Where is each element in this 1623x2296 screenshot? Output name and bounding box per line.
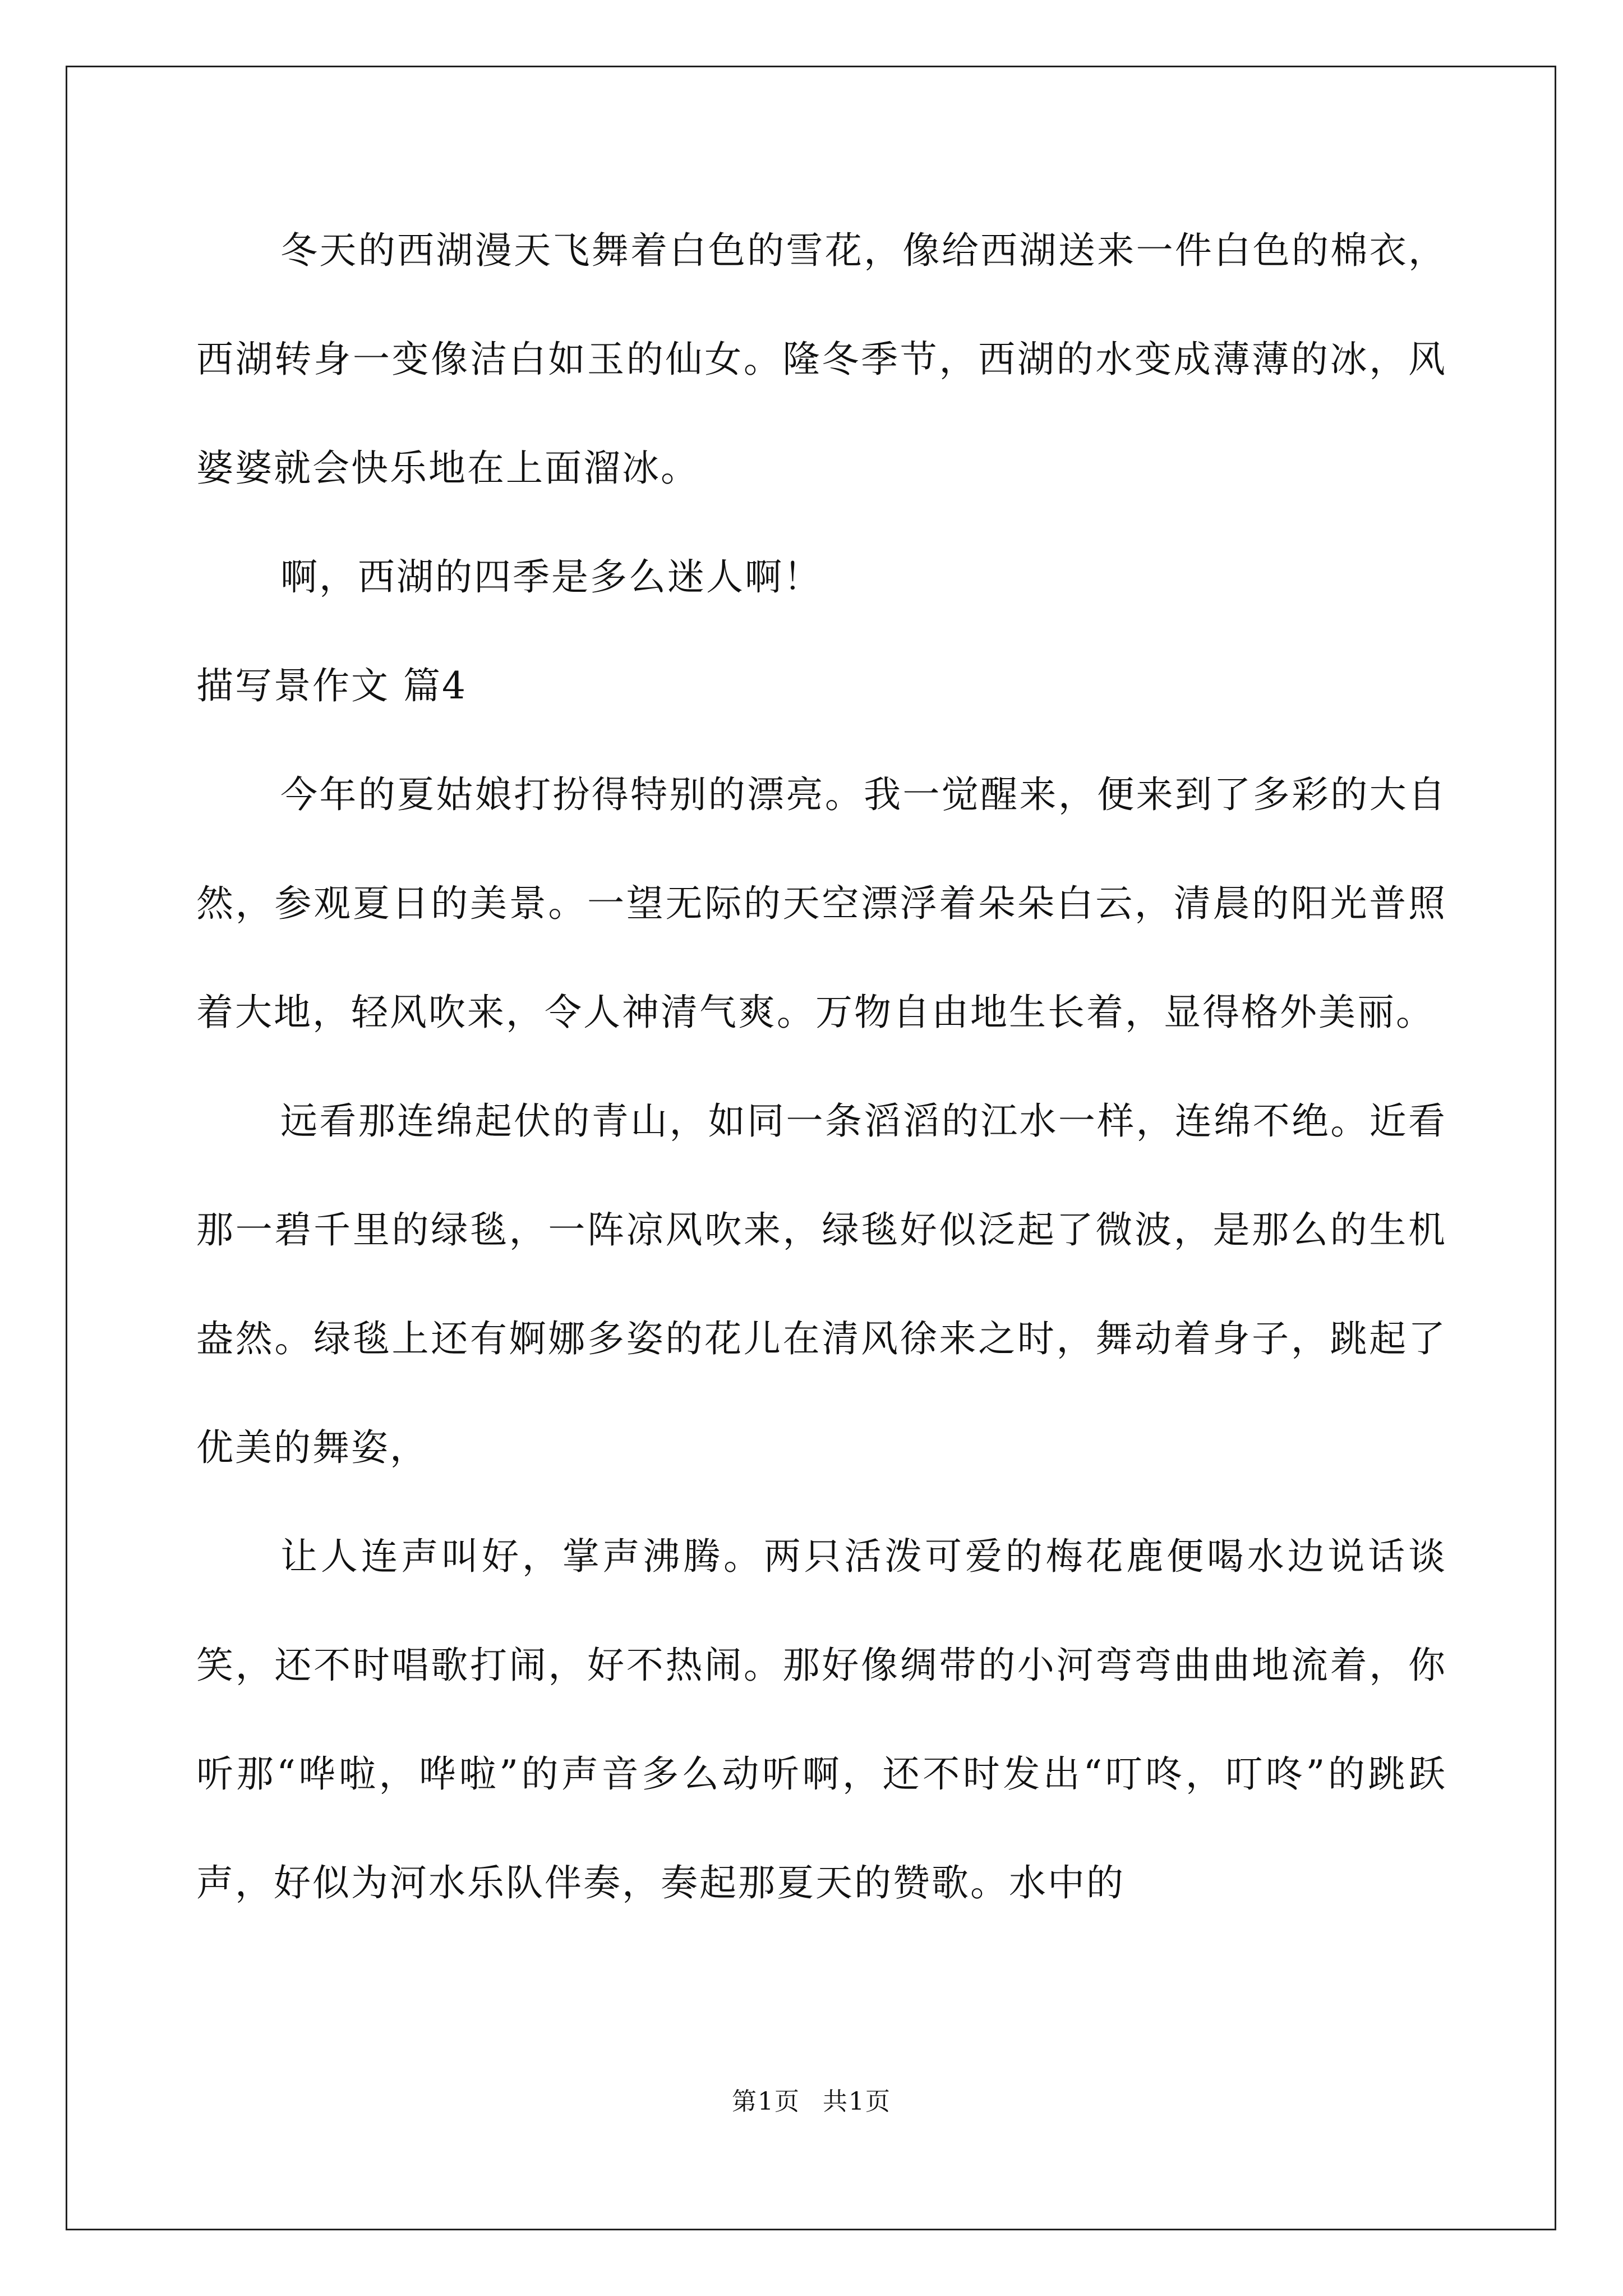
page-footer: [0, 2081, 1623, 2117]
page-number: 第1页: [732, 2087, 800, 2116]
paragraph-conclusion: 啊，西湖的四季是多么迷人啊！: [280, 555, 822, 599]
document-body: [196, 196, 1447, 1938]
section-heading: 描写景作文 篇4: [196, 664, 467, 707]
paragraph-summer-intro: 今年的夏姑娘打扮得特别的漂亮。我一觉醒来，便来到了多彩的大自然，参观夏日的美景。一望无际的天空漂浮着朵朵白云，清晨的阳光普照着大地，轻风吹来，令人神清气爽。万物自由地生长着，显得格外美丽。: [196, 773, 1447, 1034]
paragraph-winter: 冬天的西湖漫天飞舞着白色的雪花，像给西湖送来一件白色的棉衣，西湖转身一变像洁白如玉的仙女。隆冬季节，西湖的水变成薄薄的冰，风婆婆就会快乐地在上面溜冰。: [196, 229, 1447, 490]
paragraph-river: 让人连声叫好，掌声沸腾。两只活泼可爱的梅花鹿便喝水边说话谈笑，还不时唱歌打闹，好不热闹。那好像绸带的小河弯弯曲曲地流着，你听那“哗啦，哗啦”的声音多么动听啊，还不时发出“叮咚，叮咚”的跳跃声，好似为河水乐队伴奏，奏起那夏天的赞歌。水中的: [196, 1535, 1447, 1904]
page-total: 共1页: [823, 2087, 891, 2116]
paragraph-mountains: 远看那连绵起伏的青山，如同一条滔滔的江水一样，连绵不绝。近看那一碧千里的绿毯，一阵凉风吹来，绿毯好似泛起了微波，是那么的生机盎然。绿毯上还有婀娜多姿的花儿在清风徐来之时，舞动着身子，跳起了优美的舞姿，: [196, 1099, 1447, 1469]
